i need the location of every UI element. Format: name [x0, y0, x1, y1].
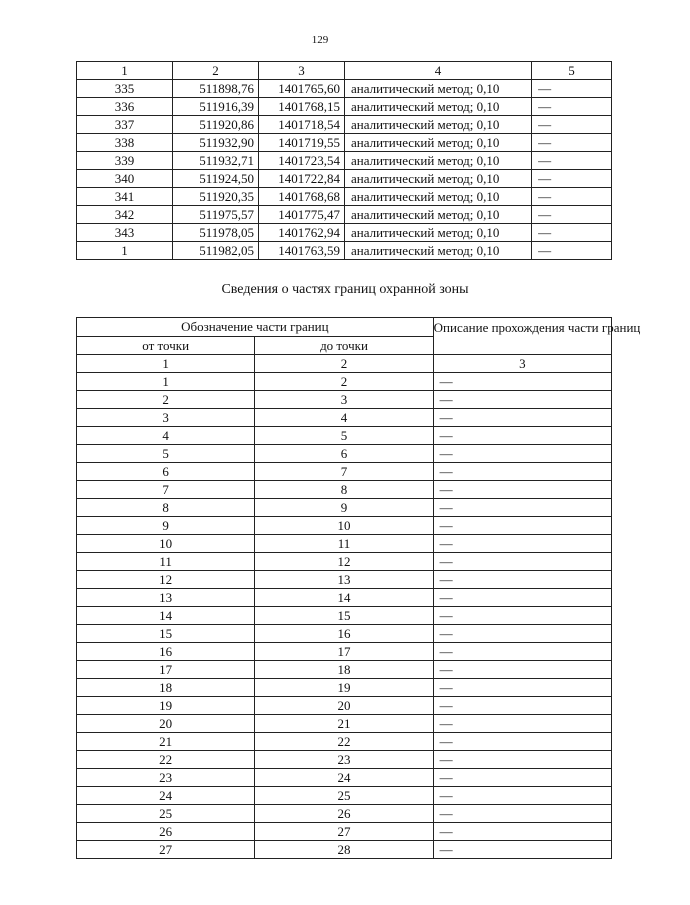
parts-cell-from: 1: [77, 373, 255, 391]
parts-cell-from: 22: [77, 751, 255, 769]
coordinates-row: [77, 188, 612, 206]
parts-cell-desc: —: [433, 751, 611, 769]
coordinates-cell-x: 511975,57: [173, 206, 259, 224]
coordinates-header-row: [77, 62, 612, 80]
parts-cell-desc: —: [433, 391, 611, 409]
parts-cell-desc: —: [433, 481, 611, 499]
parts-cell-to: 10: [255, 517, 433, 535]
coordinates-cell-x: 511932,90: [173, 134, 259, 152]
parts-row: [77, 679, 612, 697]
parts-row: [77, 517, 612, 535]
coordinates-cell-extra: —: [532, 116, 612, 134]
coordinates-cell-y: 1401719,55: [259, 134, 345, 152]
parts-cell-to: 19: [255, 679, 433, 697]
parts-row: [77, 373, 612, 391]
parts-row: [77, 769, 612, 787]
coordinates-cell-x: 511920,86: [173, 116, 259, 134]
parts-cell-desc: —: [433, 643, 611, 661]
parts-cell-to: 9: [255, 499, 433, 517]
parts-row: [77, 733, 612, 751]
coordinates-table: [76, 61, 612, 260]
parts-cell-to: 22: [255, 733, 433, 751]
parts-row: [77, 427, 612, 445]
parts-cell-to: 16: [255, 625, 433, 643]
coordinates-cell-y: 1401763,59: [259, 242, 345, 260]
coordinates-cell-y: 1401723,54: [259, 152, 345, 170]
parts-header-row: [77, 318, 612, 337]
parts-cell-from: 3: [77, 409, 255, 427]
parts-row: [77, 697, 612, 715]
coordinates-row: [77, 134, 612, 152]
parts-cell-desc: —: [433, 679, 611, 697]
parts-cell-desc: —: [433, 553, 611, 571]
parts-cell-from: 6: [77, 463, 255, 481]
parts-row: [77, 553, 612, 571]
coordinates-cell-method: аналитический метод; 0,10: [344, 170, 531, 188]
parts-cell-desc: —: [433, 805, 611, 823]
parts-cell-desc: —: [433, 409, 611, 427]
parts-row: [77, 805, 612, 823]
parts-cell-desc: —: [433, 625, 611, 643]
parts-cell-to: 17: [255, 643, 433, 661]
parts-row: [77, 661, 612, 679]
parts-row: [77, 625, 612, 643]
coordinates-cell-extra: —: [532, 80, 612, 98]
coordinates-cell-extra: —: [532, 152, 612, 170]
coordinates-cell-method: аналитический метод; 0,10: [344, 116, 531, 134]
coordinates-row: [77, 170, 612, 188]
parts-number-cell: 2: [255, 355, 433, 373]
boundary-parts-table: [76, 317, 641, 859]
parts-row: [77, 589, 612, 607]
parts-cell-to: 6: [255, 445, 433, 463]
parts-cell-to: 21: [255, 715, 433, 733]
section-title: Сведения о частях границ охранной зоны: [221, 282, 469, 297]
parts-number-cell: 1: [77, 355, 255, 373]
parts-cell-to: 8: [255, 481, 433, 499]
parts-cell-to: 24: [255, 769, 433, 787]
coordinates-cell-extra: —: [532, 134, 612, 152]
parts-header-group: Обозначение части границ: [77, 318, 434, 337]
coordinates-cell-point: 341: [77, 188, 173, 206]
parts-row: [77, 481, 612, 499]
parts-cell-desc: —: [433, 697, 611, 715]
coordinates-cell-method: аналитический метод; 0,10: [344, 80, 531, 98]
parts-cell-from: 25: [77, 805, 255, 823]
parts-cell-from: 12: [77, 571, 255, 589]
parts-cell-from: 24: [77, 787, 255, 805]
parts-cell-desc: —: [433, 445, 611, 463]
parts-row: [77, 715, 612, 733]
parts-cell-desc: —: [433, 733, 611, 751]
coordinates-cell-x: 511916,39: [173, 98, 259, 116]
parts-cell-from: 17: [77, 661, 255, 679]
coordinates-row: [77, 80, 612, 98]
coordinates-cell-point: 339: [77, 152, 173, 170]
parts-cell-desc: —: [433, 841, 611, 859]
coordinates-header-cell: 5: [532, 62, 612, 80]
parts-header-description: Описание прохождения части границ: [433, 318, 611, 355]
parts-row: [77, 535, 612, 553]
parts-cell-desc: —: [433, 769, 611, 787]
parts-cell-from: 19: [77, 697, 255, 715]
parts-cell-to: 3: [255, 391, 433, 409]
coordinates-cell-x: 511978,05: [173, 224, 259, 242]
coordinates-cell-x: 511898,76: [173, 80, 259, 98]
coordinates-cell-point: 342: [77, 206, 173, 224]
coordinates-cell-extra: —: [532, 206, 612, 224]
parts-cell-to: 25: [255, 787, 433, 805]
parts-cell-from: 20: [77, 715, 255, 733]
coordinates-row: [77, 224, 612, 242]
parts-cell-to: 4: [255, 409, 433, 427]
parts-cell-from: 4: [77, 427, 255, 445]
parts-header-from: от точки: [77, 337, 255, 355]
coordinates-cell-y: 1401765,60: [259, 80, 345, 98]
coordinates-cell-method: аналитический метод; 0,10: [344, 188, 531, 206]
coordinates-header-cell: 4: [344, 62, 531, 80]
coordinates-cell-x: 511920,35: [173, 188, 259, 206]
parts-cell-from: 14: [77, 607, 255, 625]
coordinates-header-cell: 1: [77, 62, 173, 80]
parts-header-to: до точки: [255, 337, 433, 355]
coordinates-cell-point: 336: [77, 98, 173, 116]
coordinates-row: [77, 206, 612, 224]
coordinates-cell-extra: —: [532, 224, 612, 242]
parts-cell-from: 18: [77, 679, 255, 697]
parts-cell-desc: —: [433, 517, 611, 535]
coordinates-row: [77, 116, 612, 134]
coordinates-cell-y: 1401768,15: [259, 98, 345, 116]
parts-row: [77, 823, 612, 841]
parts-cell-to: 14: [255, 589, 433, 607]
parts-cell-from: 21: [77, 733, 255, 751]
coordinates-cell-extra: —: [532, 188, 612, 206]
coordinates-cell-method: аналитический метод; 0,10: [344, 134, 531, 152]
parts-row: [77, 445, 612, 463]
parts-row: [77, 841, 612, 859]
coordinates-row: [77, 152, 612, 170]
coordinates-cell-y: 1401768,68: [259, 188, 345, 206]
coordinates-cell-point: 335: [77, 80, 173, 98]
parts-cell-to: 7: [255, 463, 433, 481]
parts-cell-from: 9: [77, 517, 255, 535]
parts-cell-to: 20: [255, 697, 433, 715]
parts-row: [77, 499, 612, 517]
parts-cell-from: 16: [77, 643, 255, 661]
parts-cell-desc: —: [433, 661, 611, 679]
parts-cell-to: 12: [255, 553, 433, 571]
parts-cell-to: 11: [255, 535, 433, 553]
parts-cell-from: 2: [77, 391, 255, 409]
coordinates-cell-extra: —: [532, 170, 612, 188]
coordinates-cell-x: 511982,05: [173, 242, 259, 260]
coordinates-cell-method: аналитический метод; 0,10: [344, 152, 531, 170]
parts-cell-to: 13: [255, 571, 433, 589]
parts-cell-desc: —: [433, 607, 611, 625]
parts-cell-to: 28: [255, 841, 433, 859]
parts-cell-desc: —: [433, 715, 611, 733]
coordinates-cell-point: 337: [77, 116, 173, 134]
page-number: 129: [311, 34, 329, 46]
coordinates-cell-method: аналитический метод; 0,10: [344, 206, 531, 224]
coordinates-cell-point: 338: [77, 134, 173, 152]
parts-cell-from: 11: [77, 553, 255, 571]
coordinates-cell-point: 343: [77, 224, 173, 242]
parts-cell-from: 26: [77, 823, 255, 841]
coordinates-cell-y: 1401718,54: [259, 116, 345, 134]
parts-cell-from: 5: [77, 445, 255, 463]
coordinates-cell-point: 340: [77, 170, 173, 188]
coordinates-cell-method: аналитический метод; 0,10: [344, 242, 531, 260]
parts-cell-from: 8: [77, 499, 255, 517]
parts-cell-from: 23: [77, 769, 255, 787]
parts-row: [77, 607, 612, 625]
coordinates-cell-extra: —: [532, 242, 612, 260]
coordinates-cell-method: аналитический метод; 0,10: [344, 224, 531, 242]
parts-cell-to: 26: [255, 805, 433, 823]
parts-row: [77, 409, 612, 427]
parts-cell-to: 5: [255, 427, 433, 445]
coordinates-cell-x: 511924,50: [173, 170, 259, 188]
coordinates-cell-y: 1401775,47: [259, 206, 345, 224]
coordinates-cell-extra: —: [532, 98, 612, 116]
parts-row: [77, 751, 612, 769]
parts-cell-to: 27: [255, 823, 433, 841]
coordinates-cell-x: 511932,71: [173, 152, 259, 170]
coordinates-row: [77, 98, 612, 116]
parts-row: [77, 391, 612, 409]
parts-row: [77, 571, 612, 589]
parts-cell-from: 15: [77, 625, 255, 643]
parts-cell-to: 23: [255, 751, 433, 769]
parts-row: [77, 787, 612, 805]
parts-cell-desc: —: [433, 589, 611, 607]
parts-row: [77, 643, 612, 661]
parts-cell-desc: —: [433, 787, 611, 805]
parts-number-cell: 3: [433, 355, 611, 373]
coordinates-header-cell: 3: [259, 62, 345, 80]
coordinates-cell-y: 1401762,94: [259, 224, 345, 242]
parts-cell-to: 18: [255, 661, 433, 679]
parts-cell-desc: —: [433, 499, 611, 517]
parts-cell-desc: —: [433, 373, 611, 391]
parts-cell-from: 7: [77, 481, 255, 499]
coordinates-row: [77, 242, 612, 260]
coordinates-header-cell: 2: [173, 62, 259, 80]
coordinates-cell-point: 1: [77, 242, 173, 260]
parts-number-row: [77, 355, 612, 373]
coordinates-cell-y: 1401722,84: [259, 170, 345, 188]
parts-cell-from: 27: [77, 841, 255, 859]
parts-cell-desc: —: [433, 535, 611, 553]
coordinates-cell-method: аналитический метод; 0,10: [344, 98, 531, 116]
parts-cell-desc: —: [433, 463, 611, 481]
parts-cell-desc: —: [433, 427, 611, 445]
parts-cell-desc: —: [433, 571, 611, 589]
parts-row: [77, 463, 612, 481]
parts-cell-to: 15: [255, 607, 433, 625]
parts-cell-desc: —: [433, 823, 611, 841]
parts-cell-to: 2: [255, 373, 433, 391]
parts-cell-from: 13: [77, 589, 255, 607]
parts-cell-from: 10: [77, 535, 255, 553]
